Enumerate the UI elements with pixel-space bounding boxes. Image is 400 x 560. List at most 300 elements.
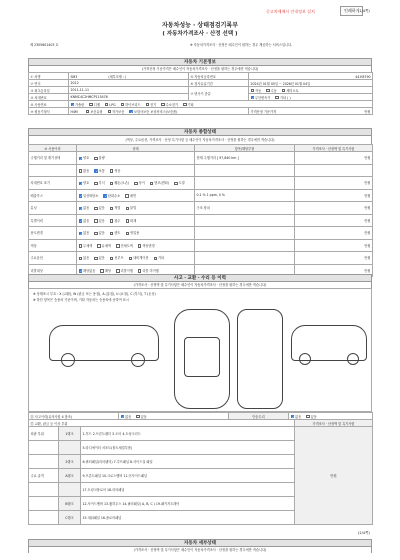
status-row-detail [195, 252, 295, 265]
exchange-group-label [29, 455, 59, 469]
status-option-label: 있음 [98, 218, 105, 223]
status-col-3: 가격조사 · 산정액 및 특기사항 [295, 145, 373, 152]
exchange-rank: 2랭크 [59, 455, 81, 469]
status-checkbox[interactable] [154, 257, 158, 261]
fuel-option-label: 수소전기 [165, 102, 178, 107]
status-checkbox[interactable] [110, 219, 114, 223]
name-value: SM3 (세부모델 : ) [69, 73, 189, 80]
basic-table [28, 72, 373, 115]
warranty-option-0[interactable] [86, 109, 103, 114]
simple-option-0[interactable] [291, 414, 302, 419]
exchange-row [29, 427, 373, 441]
status-checkbox[interactable] [79, 157, 83, 161]
status-option-label: 양호 [83, 181, 90, 186]
accident-label: ⑪ 사고이력(유의사항 4 참조) [29, 413, 119, 420]
exchange-items: 1.후드 2.프론트펜더 3.도어 4.트렁크리드 [81, 427, 295, 441]
simple-option-label: 있음 [310, 414, 317, 419]
status-row-opts [77, 202, 195, 215]
status-option-label: 색상변경 [142, 243, 155, 248]
exchange-table [28, 419, 373, 525]
fuel-checkbox-3[interactable] [121, 103, 125, 107]
links-button[interactable]: 중고차매매시 안내정보 설치 [266, 9, 315, 14]
first-value: 2011-11-11 [69, 87, 189, 94]
warranty-option-label: 보험사보증 보상서비스(보증품) [133, 109, 178, 114]
status-checkbox[interactable] [174, 182, 178, 186]
exchange-rank: A랭크 [59, 469, 81, 483]
status-row-label: 색상 [29, 239, 77, 252]
status-option[interactable] [79, 230, 90, 235]
status-option[interactable] [79, 255, 90, 260]
status-checkbox[interactable] [94, 169, 98, 173]
status-checkbox[interactable] [94, 232, 98, 236]
fuel-checkbox-6[interactable] [183, 103, 187, 107]
status-checkbox[interactable] [94, 257, 98, 261]
status-option-label: 부식 [98, 181, 105, 186]
fuel-checkbox-5[interactable] [161, 103, 165, 107]
warranty-option-label: 자가보증 [112, 109, 125, 114]
warranty-option-1[interactable] [108, 109, 125, 114]
vin-label: ⑤ 자동차등록번호 [189, 73, 249, 80]
status-row-opts [77, 164, 195, 177]
status-option[interactable] [125, 193, 136, 198]
status-option-label: 화재 [130, 218, 137, 223]
status-table [28, 144, 373, 277]
status-option[interactable] [154, 255, 165, 260]
status-option[interactable] [174, 180, 185, 185]
status-option-label: 유채색 [101, 243, 111, 248]
status-option-label: 기타 [158, 256, 165, 261]
status-option-label: 없음 [83, 256, 90, 261]
status-option-label: 있음 [98, 206, 105, 211]
status-option[interactable] [110, 205, 121, 210]
status-row [29, 202, 373, 215]
status-row [29, 177, 373, 190]
status-row-detail [195, 214, 295, 227]
trans-label: ⑦ 변속기 종류 [189, 87, 249, 101]
trans-option-label: 기타 ( ) [279, 95, 291, 100]
basic-header: 자동차 기본정보 [28, 58, 372, 66]
status-option[interactable] [79, 155, 90, 160]
status-row-detail: 0.1 % 1 ppm, 0 % [195, 189, 295, 202]
status-row-label: 튜닝 [29, 202, 77, 215]
exchange-rank: B랭크 [59, 497, 81, 511]
trans-opts1 [249, 87, 373, 94]
accident-header: 사고 · 교환 · 수리 등 이력 [28, 274, 372, 282]
status-row [29, 189, 373, 202]
first-label: ③ 최초등록일 [29, 87, 69, 94]
exchange-items: 17.트렁크플로어 18.리어패널 [81, 483, 295, 497]
status-checkbox[interactable] [126, 232, 130, 236]
car-left-wheel-rear-icon [131, 353, 145, 367]
warranty-checkbox-0[interactable] [86, 110, 90, 114]
status-row-label: 주요옵션 [29, 252, 77, 265]
car-right-wheel-rear-icon [347, 353, 359, 365]
engine-label: ⑨ 원동기형식 [29, 108, 69, 115]
status-option[interactable] [79, 205, 90, 210]
exchange-group-label: 외판 부위 [29, 427, 59, 441]
exchange-group-label [29, 483, 59, 497]
exchange-items: 6.쿼터패널(리어펜더) 7.루프패널 8.사이드실 패널 [81, 455, 295, 469]
status-row-opts [77, 227, 195, 240]
exchange-price: 만원 [295, 427, 373, 525]
status-checkbox[interactable] [79, 257, 83, 261]
year-label: ② 연식 [29, 80, 69, 87]
status-option-label: 도말 [178, 181, 185, 186]
status-option-label: 적음 [114, 168, 121, 173]
status-checkbox[interactable] [94, 219, 98, 223]
status-option-label: 일산화탄소 [83, 193, 99, 198]
simple-checkbox-1[interactable] [306, 415, 310, 419]
status-option[interactable] [110, 180, 129, 185]
status-col-0: ⑩ 사용이력 [29, 145, 77, 152]
status-option[interactable] [79, 268, 96, 273]
status-option[interactable] [94, 255, 105, 260]
status-option-label: 상이 [138, 181, 145, 186]
fuel-option-4[interactable] [146, 102, 157, 107]
page-number: (1/4쪽) [358, 9, 370, 13]
trans-option-label: 무단변속기 [255, 95, 271, 100]
status-option-label: 불법 [130, 206, 137, 211]
exchange-items: 9.프론트패널 10.크로스멤버 11.인사이드패널 [81, 469, 295, 483]
fuel-checkbox-4[interactable] [146, 103, 150, 107]
status-option[interactable] [138, 268, 159, 273]
warranty-checkbox-1[interactable] [108, 110, 112, 114]
status-checkbox[interactable] [116, 269, 120, 273]
status-option-label: 매연 [129, 193, 136, 198]
status-row-label: 용도변경 [29, 227, 77, 240]
exchange-group-label [29, 511, 59, 525]
status-option-label: 적법 [114, 206, 121, 211]
status-option[interactable] [126, 218, 137, 223]
status-checkbox[interactable] [79, 207, 83, 211]
trans-checkbox-0[interactable] [251, 89, 255, 93]
accident-checkbox-0[interactable] [121, 415, 125, 419]
trans-option-3[interactable] [251, 95, 271, 100]
status-row-price: 만원 [295, 239, 373, 252]
status-checkbox[interactable] [134, 182, 138, 186]
doc-number: 제 2305601403 호 [30, 43, 59, 47]
price-row: 가격산정 기준가격 만원 [250, 109, 371, 114]
fuel-checkbox-0[interactable] [71, 103, 75, 107]
status-option-label: 있음 [98, 231, 105, 236]
status-checkbox[interactable] [116, 244, 120, 248]
status-option[interactable] [94, 205, 105, 210]
status-checkbox[interactable] [138, 269, 142, 273]
status-checkbox[interactable] [126, 207, 130, 211]
status-option[interactable] [150, 180, 169, 185]
status-option-label: 없음 [83, 218, 90, 223]
status-row [29, 227, 373, 240]
simple-label: 단순수리 [229, 413, 289, 420]
fuel-label: ⑧ 사용연료 [29, 101, 69, 108]
status-row [29, 164, 373, 177]
accident-note: (가격조사 · 산정액 및 특기사항은 매수인이 자동차가격조사 · 산정을 원하는 경우에만 적습니다) [28, 282, 372, 288]
status-option[interactable] [79, 193, 99, 198]
fuel-option-3[interactable] [121, 102, 141, 107]
status-row-detail [195, 164, 295, 177]
status-row-price: 만원 [295, 214, 373, 227]
diagram-box [28, 288, 372, 412]
trans-checkbox-1[interactable] [266, 89, 270, 93]
status-option-label: 불량 [98, 156, 105, 161]
exchange-items: 5.라디에이터 서포트(볼트체결부품) [81, 441, 295, 455]
status-col-1: 상태 [77, 145, 195, 152]
fuel-option-label: 디젤 [93, 102, 100, 107]
status-option[interactable] [103, 193, 120, 198]
status-row [29, 239, 373, 252]
exchange-price-hd: 가격조사 · 산정액 및 특기사항 [295, 420, 373, 427]
status-checkbox[interactable] [100, 269, 104, 273]
fuel-option-label: 전기 [150, 102, 157, 107]
status-row-price: 만원 [295, 227, 373, 240]
status-option[interactable] [110, 168, 121, 173]
status-checkbox[interactable] [110, 257, 114, 261]
status-checkbox[interactable] [110, 169, 114, 173]
status-row-price: 만원 [295, 202, 373, 215]
status-row-detail: 구조 장치 [195, 202, 295, 215]
status-note: (색상, 주요옵션, 가격조사 · 산정 특기사항 등 매수인이 자동차가격조사 · 산정을 원하는 경우에만 적습니다) [28, 136, 372, 144]
status-option-label: 있음 [98, 256, 105, 261]
exchange-group-label: 주요 골격 [29, 469, 59, 483]
status-row [29, 252, 373, 265]
status-checkbox[interactable] [79, 232, 83, 236]
period-label: ⑥ 검사유효기간 [189, 80, 249, 87]
doc-subtitle: ( 자동차가격조사 · 산정 선택 ) [162, 31, 238, 37]
exchange-group-label [29, 441, 59, 455]
accident-option-0[interactable] [121, 414, 132, 419]
status-row-price: 만원 [295, 264, 373, 277]
body-value: KNMC4C2HMCP115476 [69, 94, 189, 101]
doc-note: ※ 자동차가격조사 · 산정은 매수인이 원하는 경우 제공하는 서비스입니다. [190, 43, 293, 47]
warranty-checkbox-2[interactable] [129, 110, 133, 114]
fuel-option-2[interactable] [105, 103, 116, 107]
status-option-label: 보통 [98, 168, 105, 173]
status-option[interactable] [126, 230, 140, 235]
status-option-label: 없음 [83, 231, 90, 236]
legend-2: ※ 하단 항목은 승용차 기준이며, 기타 자동차는 승용차에 준하여 표시 [33, 298, 129, 302]
status-option[interactable] [79, 168, 90, 173]
status-checkbox[interactable] [103, 194, 107, 198]
status-col-2: 항목/해당부품 [195, 145, 295, 152]
period-value: 2024년 01월 05일 ~ 2026년 01월 04일 [249, 80, 373, 87]
simple-option-1[interactable] [306, 414, 317, 419]
status-option-label: 무채색 [83, 243, 93, 248]
detail-note: (가격조사 · 산정액 및 특기사항은 매수인이 자동차가격조사 · 산정을 원하는 경우에만 적습니다) [28, 547, 372, 553]
status-checkbox[interactable] [110, 182, 114, 186]
status-checkbox[interactable] [94, 157, 98, 161]
detail-header: 자동차 세부상태 [28, 539, 372, 547]
fuel-option-label: 하이브리드 [125, 102, 141, 107]
basic-note: (가격산정 기준가격은 매수인이 자동차가격조사 · 산정을 원하는 경우에만 적습니다) [28, 66, 372, 72]
status-row-detail [195, 239, 295, 252]
status-option[interactable] [138, 243, 155, 248]
trans-option-label: 수동 [270, 88, 277, 93]
status-option[interactable] [116, 243, 133, 248]
status-row-detail: 현재 주행거리 [ 97,840 km ] [195, 152, 295, 165]
status-option-label: 많음 [83, 168, 90, 173]
status-row-label: 특별이력 [29, 214, 77, 227]
status-row-detail [195, 227, 295, 240]
status-option-label: 변조(변타) [154, 181, 170, 186]
status-row-label: 주행거리 및 계기상태 [29, 152, 77, 165]
simple-checkbox-0[interactable] [291, 415, 295, 419]
status-option[interactable] [79, 218, 90, 223]
status-checkbox[interactable] [79, 244, 83, 248]
fuel-opts [69, 101, 373, 108]
status-row-label: 리콜대상 [29, 264, 77, 277]
fuel-option-6[interactable] [183, 102, 194, 107]
status-checkbox[interactable] [79, 219, 83, 223]
exchange-rank: C랭크 [59, 511, 81, 525]
status-row-price: 만원 [295, 189, 373, 202]
status-option-label: 영업용 [130, 231, 140, 236]
status-row-price: 만원 [295, 152, 373, 165]
fuel-option-1[interactable] [89, 102, 100, 107]
status-option-label: 전체도색 [120, 243, 133, 248]
warranty-option-label: 보증유형 [90, 109, 103, 114]
fuel-checkbox-1[interactable] [89, 103, 93, 107]
fuel-option-label: 가솔린 [75, 102, 85, 107]
exchange-items: 15.대쉬패널 16.플로어패널 [81, 511, 295, 525]
legend-1: ※ 상태표시 부호 : X (교환), W (판금 또는 용접), A (흠집), U (요철), C (부식), T (손상) [33, 292, 156, 296]
status-option[interactable] [110, 255, 124, 260]
status-option-label: 없음 [83, 206, 90, 211]
status-checkbox[interactable] [110, 207, 114, 211]
trans-option-2[interactable] [282, 88, 299, 93]
car-frame-diagram [237, 309, 283, 409]
trans-opts2 [249, 94, 373, 101]
print-button[interactable]: 인쇄하기 [340, 6, 363, 16]
exchange-rank [59, 483, 81, 497]
status-checkbox[interactable] [79, 269, 83, 273]
car-top-roof [184, 337, 220, 377]
accident-checkbox-1[interactable] [136, 415, 140, 419]
status-checkbox[interactable] [79, 194, 83, 198]
status-row [29, 152, 373, 165]
engine-opts: H4M 보증유형 자가보증✓ 보험사보증 보상서비스(보증품) [69, 108, 249, 115]
status-option-label: 양호 [83, 156, 90, 161]
status-option-label: 해당없음 [83, 268, 96, 273]
status-option-label: 침수 [114, 218, 121, 223]
status-option[interactable] [129, 255, 149, 260]
status-row-opts [77, 152, 195, 165]
status-checkbox[interactable] [129, 257, 133, 261]
car-right-wheel-front-icon [299, 353, 311, 365]
status-row-detail [195, 177, 295, 190]
exchange-rank [59, 441, 81, 455]
status-checkbox[interactable] [94, 182, 98, 186]
doc-title: 자동차성능 · 상태점검기록부 [161, 22, 238, 29]
status-option-label: 내비게이션 [133, 256, 149, 261]
status-row-label: 차대번호 표기 [29, 177, 77, 190]
status-option[interactable] [126, 205, 137, 210]
status-option-label: 선루프 [114, 256, 124, 261]
status-option-label: 해당 [104, 268, 111, 273]
accident-option-label: 있음 [140, 414, 147, 419]
status-checkbox[interactable] [126, 219, 130, 223]
status-row-opts [77, 189, 195, 202]
exchange-items: 12.사이드멤버 13.휠하우스 14.필러패널( A, B, C ) 19.패키지트레이 [81, 497, 295, 511]
exchange-label: ⑫ 교환, 판금 등 이상 부위 [29, 420, 295, 427]
warranty-option-2[interactable] [129, 109, 177, 114]
status-row-label: 배출가스 [29, 189, 77, 202]
status-checkbox[interactable] [150, 182, 154, 186]
status-checkbox[interactable] [125, 194, 129, 198]
status-checkbox[interactable] [94, 207, 98, 211]
status-row-price: 만원 [295, 252, 373, 265]
status-option[interactable] [110, 218, 121, 223]
status-checkbox[interactable] [138, 244, 142, 248]
status-checkbox[interactable] [97, 244, 101, 248]
fuel-option-label: 기타 [187, 102, 194, 107]
status-row-price: 만원 [295, 177, 373, 190]
status-option[interactable] [94, 218, 105, 223]
accident-option-1[interactable] [136, 414, 147, 419]
accident-option-label: 없음 [125, 414, 132, 419]
simple-option-label: 없음 [295, 414, 302, 419]
trans-checkbox-4[interactable] [275, 96, 279, 100]
status-checkbox[interactable] [79, 182, 83, 186]
status-row-opts [77, 252, 195, 265]
status-row-opts [77, 239, 195, 252]
status-checkbox[interactable] [110, 232, 114, 236]
status-checkbox[interactable] [79, 169, 83, 173]
body-label: ④ 차대번호 [29, 94, 69, 101]
status-option[interactable] [94, 230, 105, 235]
status-option-label: 리콜 미이행 [142, 268, 159, 273]
status-option-label: 리콜이행 [120, 268, 133, 273]
year-value: 2012 [69, 80, 189, 87]
exchange-rank: 1랭크 [59, 427, 81, 441]
trans-checkbox-2[interactable] [282, 89, 286, 93]
status-option[interactable] [116, 268, 133, 273]
status-option[interactable] [94, 155, 105, 160]
page-number-2: (2/4쪽) [358, 531, 370, 535]
status-row-label [29, 164, 77, 177]
status-option[interactable] [97, 243, 111, 248]
fuel-option-0[interactable] [71, 102, 85, 107]
status-option[interactable] [110, 230, 121, 235]
trans-option-label: 세미오토 [286, 88, 299, 93]
status-row-opts [77, 214, 195, 227]
trans-option-1[interactable] [266, 88, 277, 93]
status-option[interactable] [79, 180, 90, 185]
status-option-label: 탄화수소 [107, 193, 121, 198]
status-option[interactable] [94, 168, 105, 173]
status-row [29, 214, 373, 227]
name-label: ① 차명 [29, 73, 69, 80]
trans-option-label: 자동 [255, 88, 262, 93]
status-option[interactable] [94, 180, 105, 185]
status-option[interactable] [134, 180, 145, 185]
car-left-wheel-front-icon [61, 353, 75, 367]
exchange-group-label [29, 497, 59, 511]
status-row-price [295, 164, 373, 177]
status-header: 자동차 종합상태 [28, 128, 372, 136]
status-option-label: 렌트 [114, 231, 121, 236]
status-row-opts [77, 177, 195, 190]
status-option[interactable] [79, 243, 93, 248]
status-option[interactable] [100, 268, 111, 273]
trans-checkbox-3[interactable] [251, 96, 255, 100]
fuel-option-label: LPG [109, 102, 116, 107]
fuel-checkbox-2[interactable] [105, 103, 109, 107]
trans-option-0[interactable] [251, 88, 262, 93]
trans-option-4[interactable] [275, 95, 290, 100]
vin-value: 44보8790 [249, 73, 373, 80]
fuel-option-5[interactable] [161, 102, 178, 107]
status-option-label: 훼손(오손) [114, 181, 130, 186]
